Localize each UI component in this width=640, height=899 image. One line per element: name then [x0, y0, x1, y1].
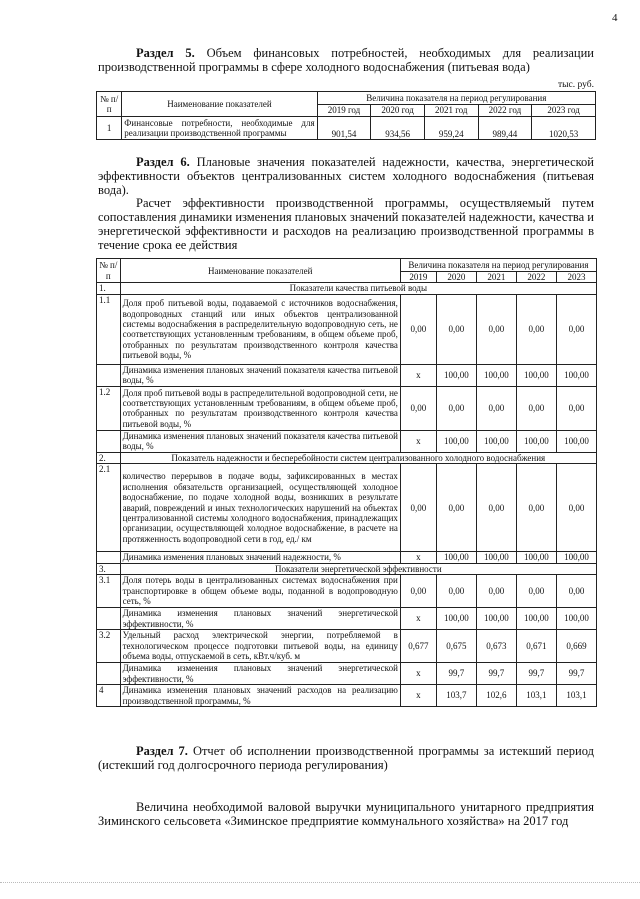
row-num: 1.2 [97, 386, 121, 430]
section6-intro: Расчет эффективности производственной программы, осуществляемый путем сопоставления динамики изменения плановых значений показателей надежности, качества и энергетической эффективности и расходов на реализацию производственной программы в течение срока ее действия [98, 196, 594, 252]
table-row [97, 575, 597, 608]
row-value: 0,00 [436, 575, 476, 608]
row-name: Динамика изменения плановых значений расходов на реализацию производственной программы, % [120, 685, 400, 707]
section7-paragraph: Величина необходимой валовой выручки муниципального унитарного предприятия Зиминского сельсовета «Зиминское предприятие коммунального хозяйства» на 2017 год [98, 800, 594, 828]
table-row [97, 552, 597, 563]
row-value: 0,00 [476, 294, 516, 364]
page-bottom-border [0, 882, 640, 883]
row-value: 100,00 [436, 364, 476, 386]
row-value: 100,00 [516, 430, 556, 452]
row-name: Динамика изменения плановых значений показателя качества питьевой воды, % [120, 364, 400, 386]
row-value: 0,673 [476, 630, 516, 663]
row-value: x [400, 364, 436, 386]
row-value: 100,00 [516, 552, 556, 563]
row-num: 2.1 [97, 464, 121, 552]
row-value: 0,00 [556, 464, 596, 552]
group-row [97, 283, 597, 294]
row-value: 103,7 [436, 685, 476, 707]
row-value: 0,00 [476, 464, 516, 552]
row-name: Финансовые потребности, необходимые для реализации производственной программы [122, 117, 317, 140]
row-value: 100,00 [516, 608, 556, 630]
row-value: 901,54 [317, 117, 371, 140]
row-num: 1 [97, 117, 122, 140]
table-row [97, 630, 597, 663]
row-value: 0,00 [400, 386, 436, 430]
group-title: Показатели качества питьевой воды [120, 283, 596, 294]
section5-units: тыс. руб. [558, 80, 594, 90]
row-value: 0,00 [516, 575, 556, 608]
row-value: 0,00 [436, 464, 476, 552]
section5-label: Раздел 5. [136, 46, 195, 60]
row-name: Доля потерь воды в централизованных системах водоснабжения при транспортировке в общем объеме воды, поданной в водопроводную сеть, % [120, 575, 400, 608]
table-row [97, 663, 597, 685]
table-row [97, 364, 597, 386]
row-value: 0,675 [436, 630, 476, 663]
s5-year: 2022 год [478, 105, 532, 117]
row-value: 99,7 [516, 663, 556, 685]
row-value: 1020,53 [532, 117, 596, 140]
row-value: x [400, 608, 436, 630]
row-name: количество перерывов в подаче воды, зафиксированных в местах исполнения обязательств организацией, осуществляющей холодное водоснабжение, по подаче холодной воды, возникших в результате аварий, повреждений и иных технологических нарушений на объектах централизованной системы холодного водоснабжения, принадлежащих организации, осуществляющей холодное водоснабжение, в расчете на протяженность водопроводной сети в год, ед./ км [120, 464, 400, 552]
row-value: x [400, 685, 436, 707]
row-num [97, 663, 121, 685]
section7-title: Отчет об исполнении производственной программы за истекший период (истекший год долгосрочного периода регулирования) [98, 744, 594, 772]
row-value: 959,24 [424, 117, 478, 140]
row-value: x [400, 663, 436, 685]
row-value: 0,00 [436, 294, 476, 364]
section6-table [96, 258, 597, 707]
row-name: Доля проб питьевой воды, подаваемой с источников водоснабжения, водопроводных станций или иных объектов централизованной системы водоснабжения в распределительную водопроводную сеть, не соответствующих установленным требованиям, в общем объеме проб, отобранных по результатам производственного контроля качества питьевой воды, % [120, 294, 400, 364]
group-row [97, 563, 597, 574]
row-num: 3.1 [97, 575, 121, 608]
row-value: 0,00 [400, 575, 436, 608]
row-name: Динамика изменения плановых значений энергетической эффективности, % [120, 608, 400, 630]
row-num: 4 [97, 685, 121, 707]
row-num [97, 364, 121, 386]
s6-year: 2021 [476, 272, 516, 283]
row-value: 99,7 [476, 663, 516, 685]
row-value: 100,00 [556, 430, 596, 452]
s5-year: 2023 год [532, 105, 596, 117]
s6-year: 2023 [556, 272, 596, 283]
row-name: Динамика изменения плановых значений энергетической эффективности, % [120, 663, 400, 685]
s6-year: 2019 [400, 272, 436, 283]
s5-header-period: Величина показателя на период регулирования [317, 92, 595, 105]
group-num: 1. [97, 283, 121, 294]
s6-header-num: № п/п [97, 259, 121, 283]
row-num [97, 552, 121, 563]
group-title: Показатели энергетической эффективности [120, 563, 596, 574]
row-value: 100,00 [436, 552, 476, 563]
row-name: Динамика изменения плановых значений показателя качества питьевой воды, % [120, 430, 400, 452]
row-value: 100,00 [476, 430, 516, 452]
section6-label: Раздел 6. [136, 155, 190, 169]
s6-header-period: Величина показателя на период регулирования [400, 259, 596, 272]
row-value: 0,00 [400, 294, 436, 364]
table-row [97, 294, 597, 364]
row-value: 100,00 [556, 552, 596, 563]
page-number: 4 [612, 12, 618, 24]
row-value: 0,00 [516, 294, 556, 364]
table-row [97, 430, 597, 452]
s5-header-name: Наименование показателей [122, 92, 317, 117]
section7-label: Раздел 7. [136, 744, 188, 758]
row-value: 102,6 [476, 685, 516, 707]
row-value: 934,56 [371, 117, 425, 140]
row-value: 0,00 [400, 464, 436, 552]
row-name: Доля проб питьевой воды в распределительной водопроводной сети, не соответствующих установленным требованиям, в общем объеме проб, отобранных по результатам производственного контроля качества питьевой воды, % [120, 386, 400, 430]
row-value: 0,00 [436, 386, 476, 430]
row-value: 99,7 [436, 663, 476, 685]
row-value: 100,00 [556, 608, 596, 630]
row-num [97, 430, 121, 452]
row-value: 100,00 [476, 364, 516, 386]
row-value: 99,7 [556, 663, 596, 685]
table-row [97, 685, 597, 707]
row-value: 0,00 [556, 294, 596, 364]
row-value: 100,00 [556, 364, 596, 386]
row-name: Удельный расход электрической энергии, потребляемой в технологическом процессе подготовки питьевой воды, на единицу объема воды, отпускаемой в сеть, кВт.ч/куб. м [120, 630, 400, 663]
row-value: 0,00 [516, 386, 556, 430]
s5-year: 2021 год [424, 105, 478, 117]
row-value: 100,00 [516, 364, 556, 386]
row-value: 100,00 [436, 608, 476, 630]
table-row [97, 386, 597, 430]
group-row [97, 452, 597, 463]
section6-heading [98, 155, 594, 197]
table-row [97, 117, 596, 140]
row-value: 0,00 [556, 575, 596, 608]
row-value: x [400, 552, 436, 563]
s5-header-num: № п/п [97, 92, 122, 117]
table-row [97, 608, 597, 630]
row-value: x [400, 430, 436, 452]
row-value: 103,1 [516, 685, 556, 707]
row-value: 0,669 [556, 630, 596, 663]
section5-title: Объем финансовых потребностей, необходимых для реализации производственной программы в сфере холодного водоснабжения (питьевая вода) [98, 46, 594, 74]
s6-header-name: Наименование показателей [120, 259, 400, 283]
row-value: 989,44 [478, 117, 532, 140]
s6-year: 2020 [436, 272, 476, 283]
row-value: 100,00 [436, 430, 476, 452]
row-value: 100,00 [476, 552, 516, 563]
section6-title: Плановые значения показателей надежности, качества, энергетической эффективности объектов централизованных систем холодного водоснабжения (питьевая вода). [98, 155, 595, 197]
section5-heading [98, 46, 594, 74]
row-value: 0,00 [516, 464, 556, 552]
row-value: 0,00 [476, 575, 516, 608]
table-row [97, 464, 597, 552]
group-num: 3. [97, 563, 121, 574]
row-value: 0,671 [516, 630, 556, 663]
group-num: 2. [97, 452, 121, 463]
row-value: 0,00 [476, 386, 516, 430]
row-num: 3.2 [97, 630, 121, 663]
group-title: Показатель надежности и бесперебойности систем централизованного холодного водоснабжения [120, 452, 596, 463]
s6-year: 2022 [516, 272, 556, 283]
row-num [97, 608, 121, 630]
s5-year: 2020 год [371, 105, 425, 117]
row-value: 100,00 [476, 608, 516, 630]
row-name: Динамика изменения плановых значений надежности, % [120, 552, 400, 563]
section5-table [96, 91, 596, 140]
row-value: 103,1 [556, 685, 596, 707]
row-num: 1.1 [97, 294, 121, 364]
row-value: 0,00 [556, 386, 596, 430]
s5-year: 2019 год [317, 105, 371, 117]
section7-heading [98, 744, 594, 772]
row-value: 0,677 [400, 630, 436, 663]
